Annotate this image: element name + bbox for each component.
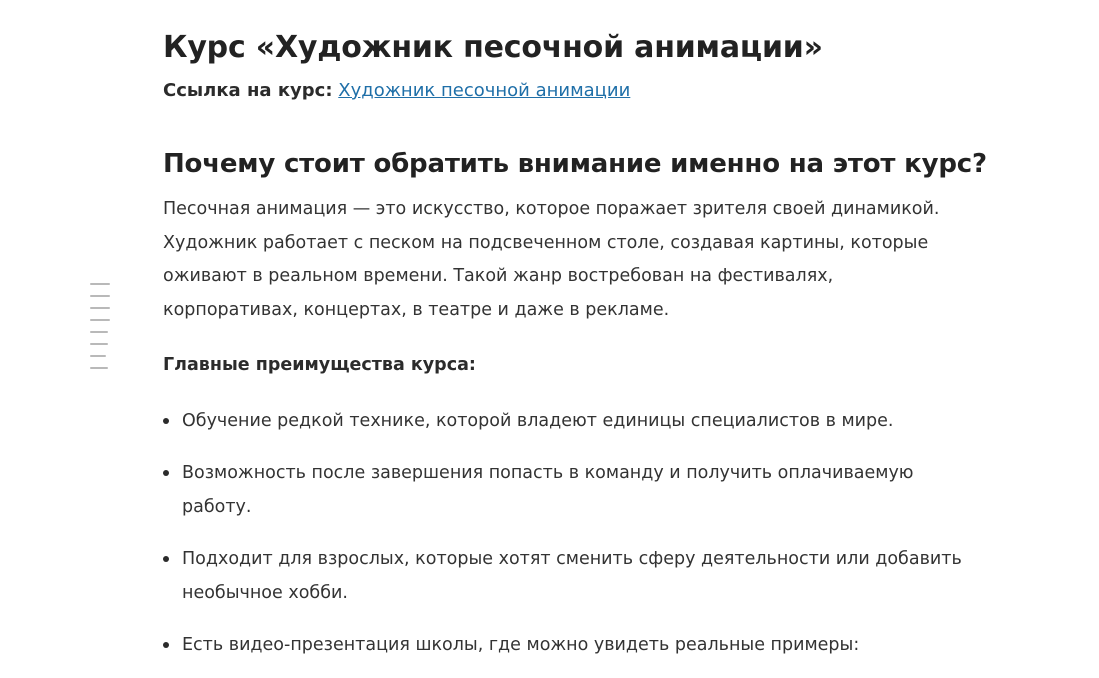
list-item-text: Подходит для взрослых, которые хотят сменить сферу деятельности или добавить bbox=[182, 549, 962, 569]
toc-line bbox=[90, 367, 108, 369]
toc-line bbox=[90, 283, 110, 285]
list-item-text: Есть видео-презентация школы, где можно увидеть реальные примеры: bbox=[182, 635, 860, 655]
list-item bbox=[163, 456, 963, 524]
bullet-icon bbox=[163, 642, 169, 648]
list-item bbox=[163, 628, 963, 662]
bullet-icon bbox=[163, 556, 169, 562]
article-title: Курс «Художник песочной анимации» bbox=[163, 30, 823, 65]
article-content bbox=[163, 28, 993, 678]
table-of-contents-icon[interactable] bbox=[90, 283, 112, 379]
bullet-icon bbox=[163, 470, 169, 476]
toc-line bbox=[90, 355, 106, 357]
toc-line bbox=[90, 307, 110, 309]
course-link-label: Ссылка на курс: bbox=[163, 80, 333, 101]
course-link-row bbox=[163, 78, 993, 104]
list-item bbox=[163, 542, 963, 610]
bullet-icon bbox=[163, 418, 169, 424]
toc-line bbox=[90, 331, 108, 333]
list-item bbox=[163, 404, 963, 438]
toc-line bbox=[90, 319, 110, 321]
toc-line bbox=[90, 295, 110, 297]
list-item-text: работу. bbox=[182, 497, 252, 517]
intro-line: оживают в реальном времени. Такой жанр востребован на фестивалях, bbox=[163, 266, 834, 286]
intro-paragraph bbox=[163, 193, 963, 327]
list-item-text: Обучение редкой технике, которой владеют единицы специалистов в мире. bbox=[182, 411, 894, 431]
course-link[interactable]: Художник песочной анимации bbox=[338, 80, 631, 101]
list-item-text: Возможность после завершения попасть в команду и получить оплачиваемую bbox=[182, 463, 914, 483]
section-heading: Почему стоит обратить внимание именно на этот курс? bbox=[163, 149, 987, 179]
benefits-list bbox=[163, 404, 993, 662]
intro-line: корпоративах, концертах, в театре и даже в рекламе. bbox=[163, 299, 670, 320]
toc-line bbox=[90, 343, 108, 345]
list-item-text: необычное хобби. bbox=[182, 583, 348, 603]
intro-line: Художник работает с песком на подсвеченном столе, создавая картины, которые bbox=[163, 232, 929, 253]
benefits-heading: Главные преимущества курса: bbox=[163, 355, 476, 375]
intro-line: Песочная анимация — это искусство, которое поражает зрителя своей динамикой. bbox=[163, 199, 940, 219]
